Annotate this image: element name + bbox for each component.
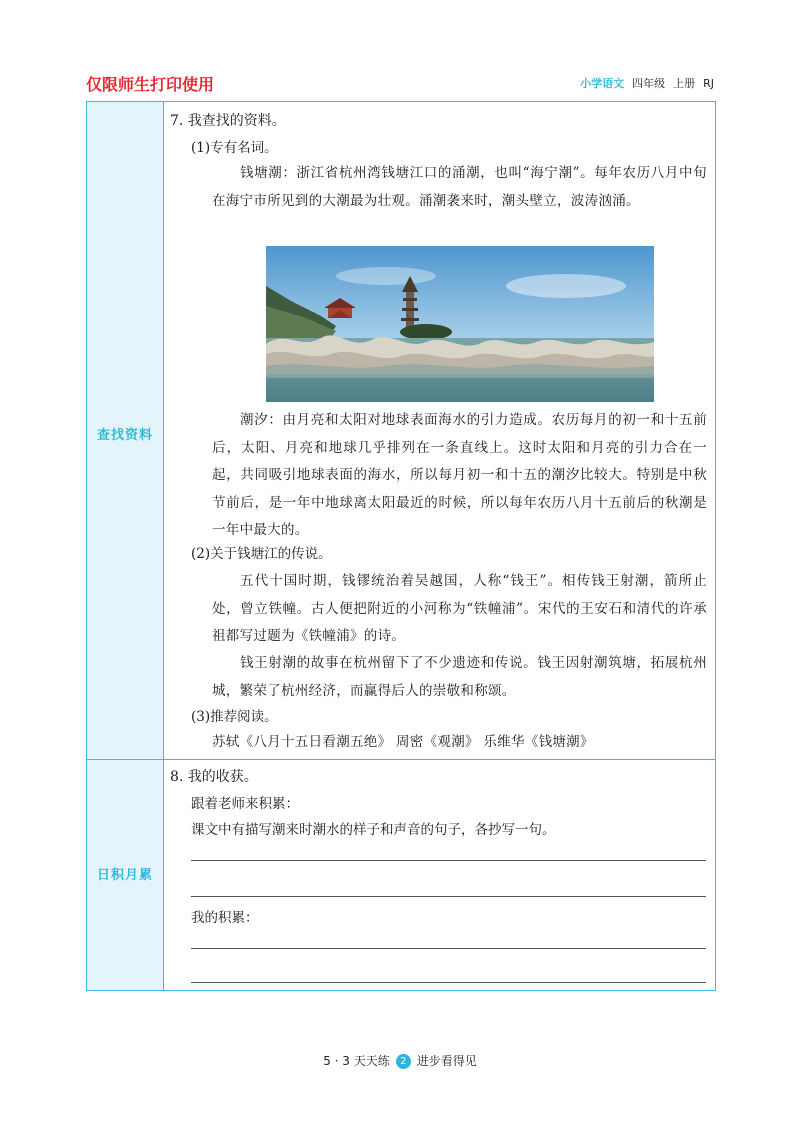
section-sidebar-accumulate (87, 760, 164, 990)
follow-teacher-label: 跟着老师来积累： (191, 796, 299, 812)
recommended-reading-list: 苏轼《八月十五日看潮五绝》 周密《观潮》 乐维华《钱塘潮》 (212, 734, 594, 750)
section-label-accumulate: 日积月累 (96, 868, 153, 883)
footer-badge: 2 (396, 1054, 411, 1069)
section-label-research: 查找资料 (96, 428, 153, 443)
restriction-notice: 仅限师生打印使用 (86, 75, 215, 94)
section-sidebar-research (87, 102, 164, 759)
page-footer (0, 1052, 800, 1069)
edition-label: RJ (703, 77, 714, 90)
subheading-proper-nouns: (1)专有名词。 (191, 140, 278, 156)
page-header (86, 72, 716, 96)
paragraph-king-qian: 五代十国时期，钱镠统治着吴越国，人称“钱王”。相传钱王射潮，箭所止处，曾立铁幢。古人便把附近的小河称为“铁幢浦”。宋代的王安石和清代的许承祖都写过题为《铁幢浦》的诗。 (212, 573, 707, 644)
grade-label: 四年级 (632, 77, 666, 90)
book-meta (580, 75, 714, 91)
copy-task-text: 课文中有描写潮来时潮水的样子和声音的句子，各抄写一句。 (191, 822, 556, 838)
paragraph-tides: 潮汐：由月亮和太阳对地球表面海水的引力造成。农历每月的初一和十五前后，太阳、月亮和地球几乎排列在一条直线上。这时太阳和月亮的引力合在一起，共同吸引地球表面的海水，所以每月初一和十五的潮汐比较大。特别是中秋节前后，是一年中地球离太阳最近的时候，所以每年农历八月十五前后的秋潮是一年中最大的。 (212, 412, 707, 538)
question-8-title: 8. 我的收获。 (170, 769, 258, 785)
paragraph-king-qian-story: 钱王射潮的故事在杭州留下了不少遗迹和传说。钱王因射潮筑塘，拓展杭州城，繁荣了杭州经济，而赢得后人的崇敬和称颂。 (212, 655, 707, 699)
footer-brand: 5 · 3 天天练 (323, 1054, 390, 1068)
subject-label: 小学语文 (580, 77, 625, 90)
subheading-legend: (2)关于钱塘江的传说。 (191, 546, 332, 562)
answer-line-1[interactable] (191, 860, 706, 861)
question-7-title: 7. 我查找的资料。 (170, 113, 286, 129)
answer-line-3[interactable] (191, 948, 706, 949)
paragraph-qiantang-tide: 钱塘潮：浙江省杭州湾钱塘江口的涌潮，也叫“海宁潮”。每年农历八月中旬在海宁市所见到的大潮最为壮观。涌潮袭来时，潮头壁立，波涛汹涌。 (212, 165, 707, 209)
answer-line-4[interactable] (191, 982, 706, 983)
subheading-recommended-reading: (3)推荐阅读。 (191, 709, 278, 725)
my-accumulation-label: 我的积累： (191, 910, 259, 926)
footer-slogan: 进步看得见 (416, 1054, 477, 1068)
volume-label: 上册 (673, 77, 696, 90)
answer-line-2[interactable] (191, 896, 706, 897)
worksheet-frame (86, 101, 716, 991)
tidal-bore-photo (266, 246, 654, 402)
section-divider (87, 759, 715, 760)
